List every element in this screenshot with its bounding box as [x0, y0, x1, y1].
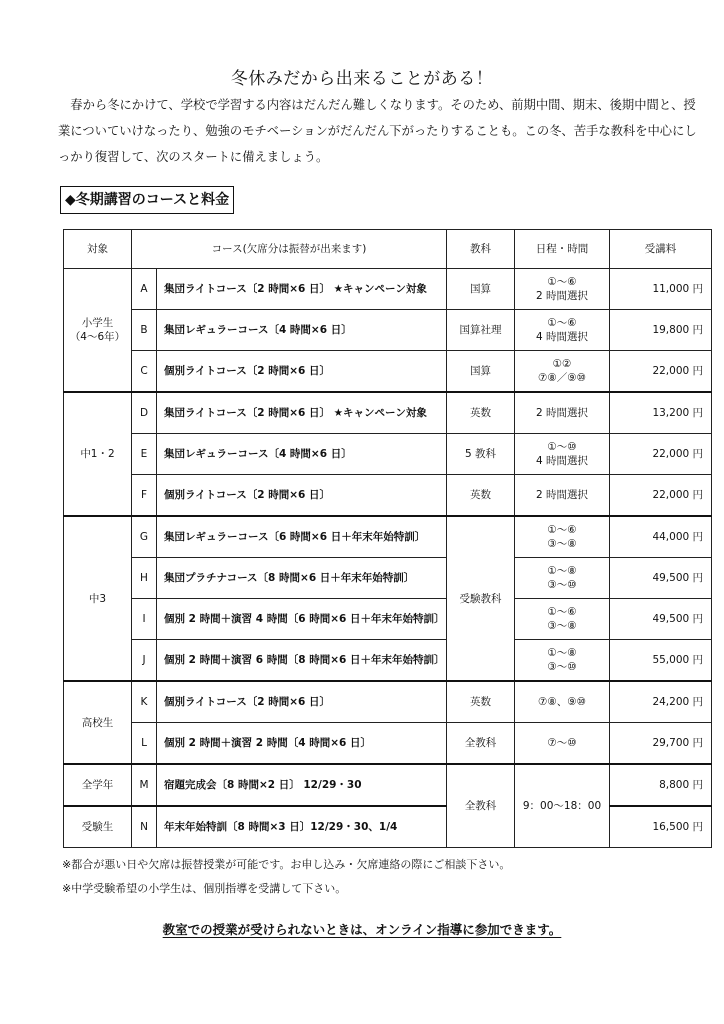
- row-code: B: [132, 310, 157, 351]
- row-subject: 英数: [447, 475, 515, 517]
- row-code: N: [132, 806, 157, 848]
- group-high: 高校生: [64, 681, 132, 764]
- row-course: 年末年始特訓〔8 時間×3 日〕12/29・30、1/4: [157, 806, 447, 848]
- row-code: C: [132, 351, 157, 393]
- row-code: M: [132, 764, 157, 806]
- header-course: コース(欠席分は振替が出来ます): [132, 230, 447, 269]
- header-target: 対象: [64, 230, 132, 269]
- row-subject: 国算社理: [447, 310, 515, 351]
- table-row: [64, 723, 712, 765]
- row-course: 個別 2 時間＋演習 2 時間〔4 時間×6 日〕: [157, 723, 447, 765]
- row-fee: 44,000 円: [610, 516, 712, 558]
- row-fee: 19,800 円: [610, 310, 712, 351]
- row-course: 集団ライトコース〔2 時間×6 日〕 ★キャンペーン対象: [157, 392, 447, 434]
- row-code: L: [132, 723, 157, 765]
- group-middle12: 中1・2: [64, 392, 132, 516]
- row-fee: 55,000 円: [610, 640, 712, 682]
- row-fee: 49,500 円: [610, 558, 712, 599]
- table-row: [64, 392, 712, 434]
- row-fee: 22,000 円: [610, 434, 712, 475]
- note-reschedule: ※都合が悪い日や欠席は振替授業が可能です。お申し込み・欠席連絡の際にご相談下さい。: [62, 858, 511, 871]
- row-code: J: [132, 640, 157, 682]
- page-title: 冬休みだから出来ることがある！: [230, 69, 494, 89]
- row-code: A: [132, 269, 157, 310]
- row-schedule: ①～⑩ 4 時間選択: [515, 434, 610, 475]
- row-code: G: [132, 516, 157, 558]
- table-row: [64, 269, 712, 310]
- group-middle3: 中3: [64, 516, 132, 681]
- header-schedule: 日程・時間: [515, 230, 610, 269]
- row-course: 個別ライトコース〔2 時間×6 日〕: [157, 351, 447, 393]
- header-fee: 受講料: [610, 230, 712, 269]
- row-subject: 国算: [447, 269, 515, 310]
- group-all: 全学年: [64, 764, 132, 806]
- row-schedule: 2 時間選択: [515, 475, 610, 517]
- row-fee: 29,700 円: [610, 723, 712, 765]
- mn-schedule: 9：00～18：00: [515, 764, 610, 848]
- group-exam: 受験生: [64, 806, 132, 848]
- middle3-subject: 受験教科: [447, 516, 515, 681]
- row-course: 集団レギュラーコース〔4 時間×6 日〕: [157, 434, 447, 475]
- row-course: 個別ライトコース〔2 時間×6 日〕: [157, 475, 447, 517]
- row-course: 宿題完成会〔8 時間×2 日〕 12/29・30: [157, 764, 447, 806]
- table-row: [64, 475, 712, 517]
- row-code: F: [132, 475, 157, 517]
- row-fee: 16,500 円: [610, 806, 712, 848]
- row-course: 個別 2 時間＋演習 4 時間〔6 時間×6 日＋年末年始特訓〕: [157, 599, 447, 640]
- footer-online-note: 教室での授業が受けられないときは、オンライン指導に参加できます。: [162, 922, 562, 937]
- row-course: 集団プラチナコース〔8 時間×6 日＋年末年始特訓〕: [157, 558, 447, 599]
- row-course: 個別ライトコース〔2 時間×6 日〕: [157, 681, 447, 723]
- row-code: H: [132, 558, 157, 599]
- row-schedule: 2 時間選択: [515, 392, 610, 434]
- row-subject: 5 教科: [447, 434, 515, 475]
- row-schedule: ①～⑧ ③～⑩: [515, 640, 610, 682]
- table-row: [64, 640, 712, 682]
- table-row: [64, 764, 712, 806]
- header-subject: 教科: [447, 230, 515, 269]
- row-schedule: ①～⑥ ③～⑧: [515, 599, 610, 640]
- table-row: [64, 599, 712, 640]
- table-row: [64, 434, 712, 475]
- note-exam-students: ※中学受験希望の小学生は、個別指導を受講して下さい。: [62, 882, 347, 895]
- row-schedule: ①～⑥ 4 時間選択: [515, 310, 610, 351]
- row-fee: 11,000 円: [610, 269, 712, 310]
- table-row: [64, 516, 712, 558]
- row-course: 集団レギュラーコース〔4 時間×6 日〕: [157, 310, 447, 351]
- row-code: E: [132, 434, 157, 475]
- intro-paragraph: 春から冬にかけて、学校で学習する内容はだんだん難しくなります。そのため、前期中間、期末、後期中間と、授業についていけなったり、勉強のモチベーションがだんだん下がったりすることも。この冬、苦手な教科を中心にしっかり復習して、次のスタートに備えましょう。: [58, 98, 697, 164]
- row-schedule: ①～⑥ 2 時間選択: [515, 269, 610, 310]
- row-course: 個別 2 時間＋演習 6 時間〔8 時間×6 日＋年末年始特訓〕: [157, 640, 447, 682]
- row-subject: 英数: [447, 681, 515, 723]
- row-schedule: ①～⑥ ③～⑧: [515, 516, 610, 558]
- row-code: D: [132, 392, 157, 434]
- row-fee: 24,200 円: [610, 681, 712, 723]
- row-fee: 49,500 円: [610, 599, 712, 640]
- row-schedule: ⑦～⑩: [515, 723, 610, 765]
- row-subject: 全教科: [447, 723, 515, 765]
- group-elementary: 小学生 （4～6年）: [64, 269, 132, 393]
- table-header-row: [64, 230, 712, 269]
- row-course: 集団レギュラーコース〔6 時間×6 日＋年末年始特訓〕: [157, 516, 447, 558]
- row-fee: 8,800 円: [610, 764, 712, 806]
- row-course: 集団ライトコース〔2 時間×6 日〕 ★キャンペーン対象: [157, 269, 447, 310]
- row-schedule: ⑦⑧、⑨⑩: [515, 681, 610, 723]
- row-subject: 英数: [447, 392, 515, 434]
- row-fee: 22,000 円: [610, 475, 712, 517]
- table-row: [64, 351, 712, 393]
- row-schedule: ①～⑧ ③～⑩: [515, 558, 610, 599]
- row-code: I: [132, 599, 157, 640]
- section-heading: ◆冬期講習のコースと料金: [60, 186, 234, 214]
- course-fee-table: [63, 229, 712, 848]
- row-fee: 22,000 円: [610, 351, 712, 393]
- row-schedule: ①② ⑦⑧／⑨⑩: [515, 351, 610, 393]
- mn-subject: 全教科: [447, 764, 515, 848]
- row-fee: 13,200 円: [610, 392, 712, 434]
- row-code: K: [132, 681, 157, 723]
- table-row: [64, 681, 712, 723]
- table-row: [64, 806, 712, 848]
- row-subject: 国算: [447, 351, 515, 393]
- table-row: [64, 558, 712, 599]
- table-row: [64, 310, 712, 351]
